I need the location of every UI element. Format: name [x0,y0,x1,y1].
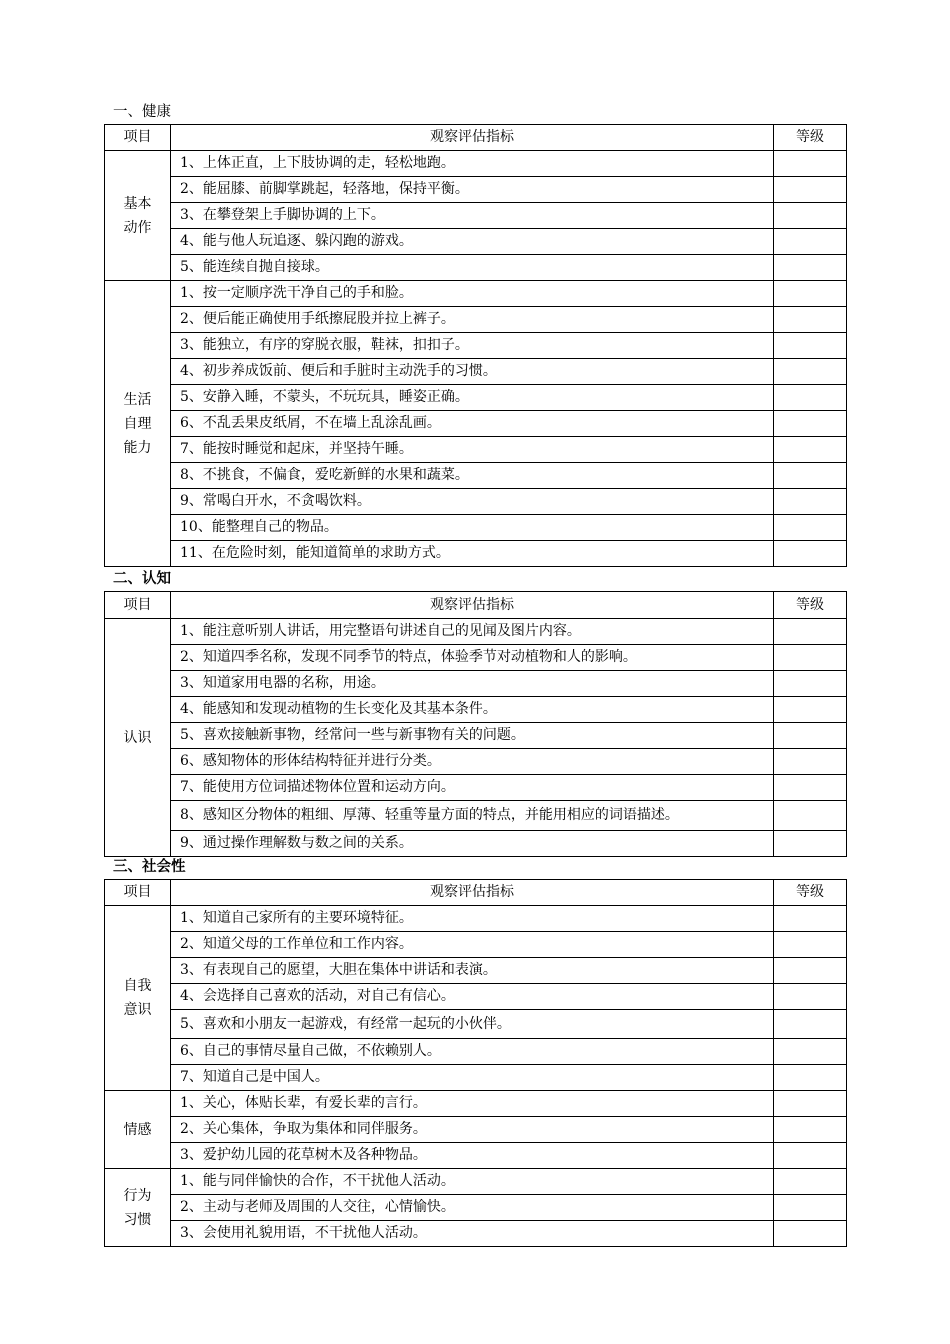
table-row [105,645,847,671]
grade-cell[interactable] [774,1195,847,1221]
indicator-cell: 2、知道四季名称，发现不同季节的特点，体验季节对动植物和人的影响。 [171,645,774,671]
indicator-cell: 2、主动与老师及周围的人交往，心情愉快。 [171,1195,774,1221]
indicator-cell: 2、关心集体，争取为集体和同伴服务。 [171,1117,774,1143]
category-cell [105,151,171,281]
table-row [105,1010,847,1039]
grade-cell[interactable] [774,775,847,801]
indicator-cell: 1、上体正直，上下肢协调的走，轻松地跑。 [171,151,774,177]
indicator-cell: 5、喜欢接触新事物，经常问一些与新事物有关的问题。 [171,723,774,749]
grade-cell[interactable] [774,359,847,385]
table-row [105,177,847,203]
grade-cell[interactable] [774,831,847,857]
indicator-cell: 3、知道家用电器的名称，用途。 [171,671,774,697]
header-indicator: 观察评估指标 [171,592,774,619]
table-row [105,619,847,645]
indicator-cell: 1、按一定顺序洗干净自己的手和脸。 [171,281,774,307]
table-row [105,203,847,229]
header-project: 项目 [105,125,171,151]
grade-cell[interactable] [774,1010,847,1039]
table-row [105,385,847,411]
grade-cell[interactable] [774,307,847,333]
header-grade: 等级 [774,880,847,906]
header-project: 项目 [105,592,171,619]
indicator-cell: 3、爱护幼儿园的花草树木及各种物品。 [171,1143,774,1169]
indicator-cell: 3、能独立，有序的穿脱衣服，鞋袜，扣扣子。 [171,333,774,359]
indicator-cell: 9、通过操作理解数与数之间的关系。 [171,831,774,857]
grade-cell[interactable] [774,437,847,463]
category-label: 情感 [123,1121,152,1138]
grade-cell[interactable] [774,723,847,749]
grade-cell[interactable] [774,385,847,411]
indicator-cell: 4、能感知和发现动植物的生长变化及其基本条件。 [171,697,774,723]
header-indicator: 观察评估指标 [171,125,774,151]
grade-cell[interactable] [774,1091,847,1117]
grade-cell[interactable] [774,1039,847,1065]
grade-cell[interactable] [774,801,847,831]
grade-cell[interactable] [774,671,847,697]
table-row [105,775,847,801]
grade-cell[interactable] [774,1221,847,1247]
table-row [105,749,847,775]
indicator-cell: 7、能使用方位词描述物体位置和运动方向。 [171,775,774,801]
table-row [105,984,847,1010]
indicator-cell: 2、便后能正确使用手纸擦屁股并拉上裤子。 [171,307,774,333]
category-label: 认识 [123,729,152,746]
table-row [105,932,847,958]
table-row [105,801,847,831]
category-label: 行为习惯 [123,1187,152,1228]
category-cell [105,906,171,1091]
indicator-cell: 6、感知物体的形体结构特征并进行分类。 [171,749,774,775]
indicator-cell: 3、会使用礼貌用语，不干扰他人活动。 [171,1221,774,1247]
table-row [105,333,847,359]
grade-cell[interactable] [774,333,847,359]
table-row [105,411,847,437]
indicator-cell: 5、能连续自抛自接球。 [171,255,774,281]
indicator-cell: 4、能与他人玩追逐、躲闪跑的游戏。 [171,229,774,255]
grade-cell[interactable] [774,619,847,645]
indicator-cell: 1、知道自己家所有的主要环境特征。 [171,906,774,932]
category-label: 基本动作 [123,195,152,236]
header-grade: 等级 [774,125,847,151]
indicator-cell: 5、安静入睡，不蒙头，不玩玩具，睡姿正确。 [171,385,774,411]
category-cell [105,1169,171,1247]
table-row [105,489,847,515]
grade-cell[interactable] [774,281,847,307]
indicator-cell: 8、感知区分物体的粗细、厚薄、轻重等量方面的特点，并能用相应的词语描述。 [171,801,774,831]
indicator-cell: 2、知道父母的工作单位和工作内容。 [171,932,774,958]
table-row [105,307,847,333]
indicator-cell: 4、会选择自己喜欢的活动，对自己有信心。 [171,984,774,1010]
table-row [105,229,847,255]
indicator-cell: 3、在攀登架上手脚协调的上下。 [171,203,774,229]
indicator-cell: 1、能注意听别人讲话，用完整语句讲述自己的见闻及图片内容。 [171,619,774,645]
grade-cell[interactable] [774,515,847,541]
indicator-cell: 7、知道自己是中国人。 [171,1065,774,1091]
indicator-cell: 10、能整理自己的物品。 [171,515,774,541]
table-row [105,515,847,541]
table-row [105,1039,847,1065]
grade-cell[interactable] [774,958,847,984]
category-cell [105,281,171,567]
table-row [105,541,847,567]
table-header-row [105,592,847,619]
grade-cell[interactable] [774,906,847,932]
category-cell [105,1091,171,1169]
category-label: 自我意识 [123,978,152,1018]
table-row [105,463,847,489]
table-row [105,1065,847,1091]
section-title-cognition: 二、认知 [113,570,171,587]
category-label: 生活自理能力 [123,391,152,456]
table-row [105,958,847,984]
grade-cell[interactable] [774,151,847,177]
grade-cell[interactable] [774,1117,847,1143]
table-row [105,1169,847,1195]
table-row [105,1117,847,1143]
grade-cell[interactable] [774,932,847,958]
table-row [105,697,847,723]
table-row [105,1195,847,1221]
grade-cell[interactable] [774,229,847,255]
section-title-social: 三、社会性 [113,858,186,875]
table-row [105,281,847,307]
indicator-cell: 1、关心，体贴长辈，有爱长辈的言行。 [171,1091,774,1117]
section-title-health: 一、健康 [113,104,171,120]
header-grade: 等级 [774,592,847,619]
table-row [105,255,847,281]
indicator-cell: 5、喜欢和小朋友一起游戏，有经常一起玩的小伙伴。 [171,1010,774,1039]
table-row [105,723,847,749]
social-table [104,879,847,1247]
table-row [105,671,847,697]
grade-cell[interactable] [774,1169,847,1195]
table-row [105,437,847,463]
table-header-row [105,880,847,906]
grade-cell[interactable] [774,541,847,567]
indicator-cell: 6、不乱丢果皮纸屑，不在墙上乱涂乱画。 [171,411,774,437]
table-row [105,906,847,932]
indicator-cell: 9、常喝白开水，不贪喝饮料。 [171,489,774,515]
table-row [105,1221,847,1247]
indicator-cell: 11、在危险时刻，能知道简单的求助方式。 [171,541,774,567]
grade-cell[interactable] [774,1143,847,1169]
indicator-cell: 7、能按时睡觉和起床，并坚持午睡。 [171,437,774,463]
indicator-cell: 1、能与同伴愉快的合作，不干扰他人活动。 [171,1169,774,1195]
grade-cell[interactable] [774,177,847,203]
grade-cell[interactable] [774,203,847,229]
category-cell [105,619,171,857]
header-indicator: 观察评估指标 [171,880,774,906]
grade-cell[interactable] [774,411,847,437]
table-header-row [105,125,847,151]
indicator-cell: 6、自己的事情尽量自己做，不依赖别人。 [171,1039,774,1065]
grade-cell[interactable] [774,984,847,1010]
header-project: 项目 [105,880,171,906]
indicator-cell: 3、有表现自己的愿望，大胆在集体中讲话和表演。 [171,958,774,984]
grade-cell[interactable] [774,463,847,489]
grade-cell[interactable] [774,749,847,775]
cognition-table [104,591,847,857]
indicator-cell: 4、初步养成饭前、便后和手脏时主动洗手的习惯。 [171,359,774,385]
health-table [104,124,847,567]
table-row [105,831,847,857]
table-row [105,1091,847,1117]
grade-cell[interactable] [774,489,847,515]
grade-cell[interactable] [774,645,847,671]
table-row [105,1143,847,1169]
grade-cell[interactable] [774,255,847,281]
table-row [105,359,847,385]
grade-cell[interactable] [774,1065,847,1091]
indicator-cell: 8、不挑食，不偏食，爱吃新鲜的水果和蔬菜。 [171,463,774,489]
table-row [105,151,847,177]
grade-cell[interactable] [774,697,847,723]
indicator-cell: 2、能屈膝、前脚掌跳起，轻落地，保持平衡。 [171,177,774,203]
